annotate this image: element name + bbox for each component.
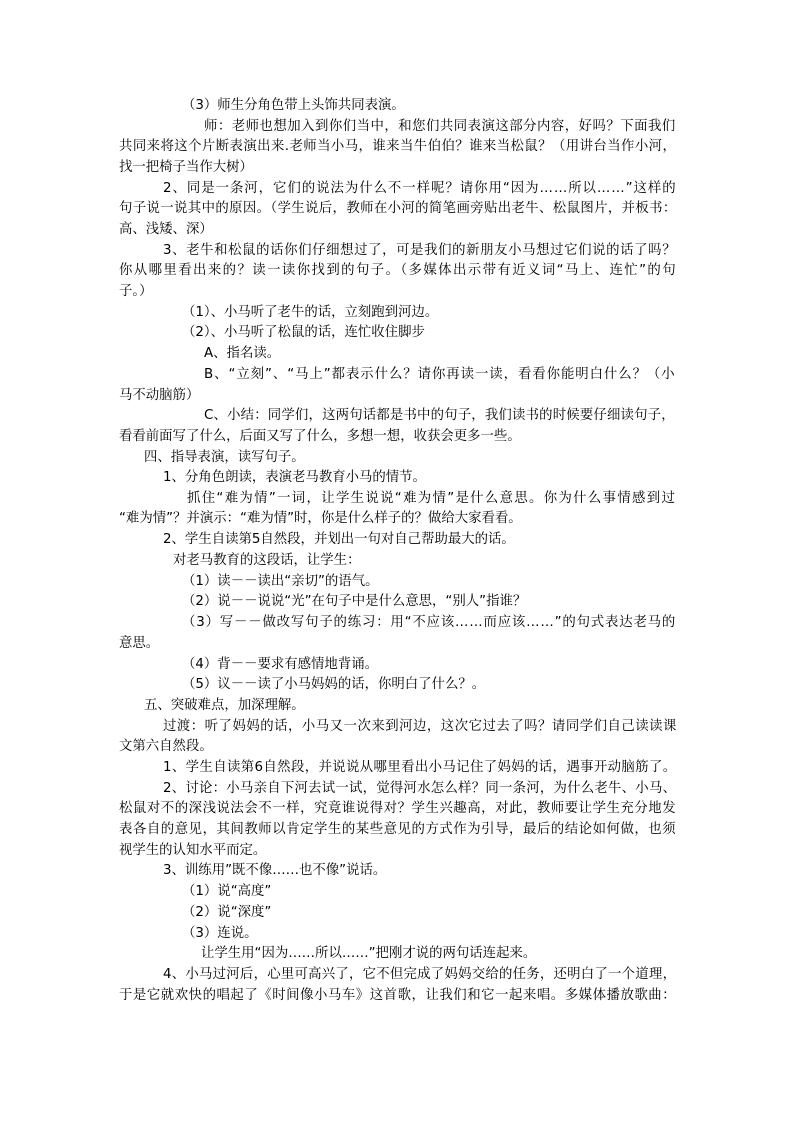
text-line: （2）说“深度” <box>182 905 272 920</box>
text-line: 1、学生自读第6自然段，并说说从哪里看出小马记住了妈妈的话，遇事开动脑筋了。 <box>163 760 677 775</box>
text-line: 表各自的意见，其间教师以肯定学生的某些意见的方式作为引导，最后的结论如何做，也须 <box>119 822 677 837</box>
text-line: 高、浅矮、深） <box>119 222 213 237</box>
text-line: 共同来将这个片断表演出来.老师当小马，谁来当牛伯伯？谁来当松鼠？（用讲台当作小河， <box>119 139 677 154</box>
text-line: （4）背－－要求有感情地背诵。 <box>182 657 378 672</box>
text-line: 1、分角色朗读，表演老马教育小马的情节。 <box>163 470 426 485</box>
text-line: （1）读－－读出“亲切”的语气。 <box>182 574 379 589</box>
text-line: 3、训练用”既不像……也不像”说话。 <box>163 863 387 878</box>
text-line: 意思。 <box>119 636 160 651</box>
text-line: 过渡：听了妈妈的话，小马又一次来到河边，这次它过去了吗？请同学们自己读读课 <box>163 719 677 734</box>
text-line: （1）、小马听了老牛的话，立刻跑到河边。 <box>182 305 439 320</box>
text-line: 抓住“难为情”一词，让学生说说“难为情”是什么意思。你为什么事情感到过 <box>187 491 677 506</box>
text-line: （3）师生分角色带上头饰共同表演。 <box>182 98 405 113</box>
text-line: 2、讨论：小马亲自下河去试一试，觉得河水怎么样？同一条河，为什么老牛、小马、 <box>163 781 677 796</box>
text-line: 2、学生自读第5自然段，并划出一句对自己帮助最大的话。 <box>163 532 515 547</box>
text-line: （3）写－－做改写句子的练习：用“不应该……而应该……”的句式表达老马的 <box>182 615 677 630</box>
text-line: 找一把椅子当作大树） <box>119 160 253 175</box>
text-line: 让学生用“因为……所以……”把刚才说的两句话连起来。 <box>201 946 537 961</box>
text-line: C、小结：同学们，这两句话都是书中的句子，我们读书的时候要仔细读句子， <box>204 408 675 423</box>
text-line: 2、同是一条河，它们的说法为什么不一样呢？请你用“因为……所以……”这样的 <box>163 181 677 196</box>
text-line: 子。） <box>119 284 153 299</box>
text-line: （2）、小马听了松鼠的话，连忙收住脚步 <box>182 325 425 340</box>
text-line: 4、小马过河后，心里可高兴了，它不但完成了妈妈交给的任务，还明白了一个道理， <box>163 967 677 982</box>
text-line: A、指名读。 <box>204 346 281 361</box>
text-line: “难为情”？并演示：“难为情”时，你是什么样子的？做给大家看看。 <box>119 511 522 526</box>
text-line: 马不动脑筋） <box>119 388 200 403</box>
text-line: 师：老师也想加入到你们当中，和您们共同表演这部分内容，好吗？下面我们 <box>204 119 676 134</box>
text-line: （2）说－－说说“光”在句子中是什么意思，“别人”指谁？ <box>182 594 527 609</box>
text-line: 看看前面写了什么，后面又写了什么，多想一想，收获会更多一些。 <box>119 429 521 444</box>
text-line: 四、指导表演，读写句子。 <box>144 450 305 465</box>
text-line: 视学生的认知水平而定。 <box>119 843 267 858</box>
text-line: （1）说“高度” <box>182 884 272 899</box>
text-line: 你从哪里看出来的？读一读你找到的句子。（多媒体出示带有近义词“马上、连忙”的句 <box>119 263 678 278</box>
text-line: 句子说一说其中的原因。（学生说后，教师在小河的简笔画旁贴出老牛、松鼠图片，并板书： <box>119 201 677 216</box>
text-line: 五、突破难点，加深理解。 <box>144 698 305 713</box>
text-line: 文第六自然段。 <box>119 739 213 754</box>
text-line: （3）连说。 <box>182 926 258 941</box>
text-line: 3、老牛和松鼠的话你们仔细想过了，可是我们的新朋友小马想过它们说的话了吗？ <box>163 243 677 258</box>
text-line: （5）议－－读了小马妈妈的话，你明白了什么？。 <box>182 677 486 692</box>
text-line: B、“立刻”、“马上”都表示什么？请你再读一读，看看你能明白什么？（小 <box>204 367 676 382</box>
text-line: 松鼠对不的深浅说法会不一样，究竟谁说得对？学生兴趣高，对此，教师要让学生充分地发 <box>119 801 677 816</box>
text-line: 对老马教育的这段话，让学生： <box>173 553 361 568</box>
text-line: 于是它就欢快的唱起了《时间像小马车》这首歌，让我们和它一起来唱。多媒体播放歌曲： <box>119 988 677 1003</box>
